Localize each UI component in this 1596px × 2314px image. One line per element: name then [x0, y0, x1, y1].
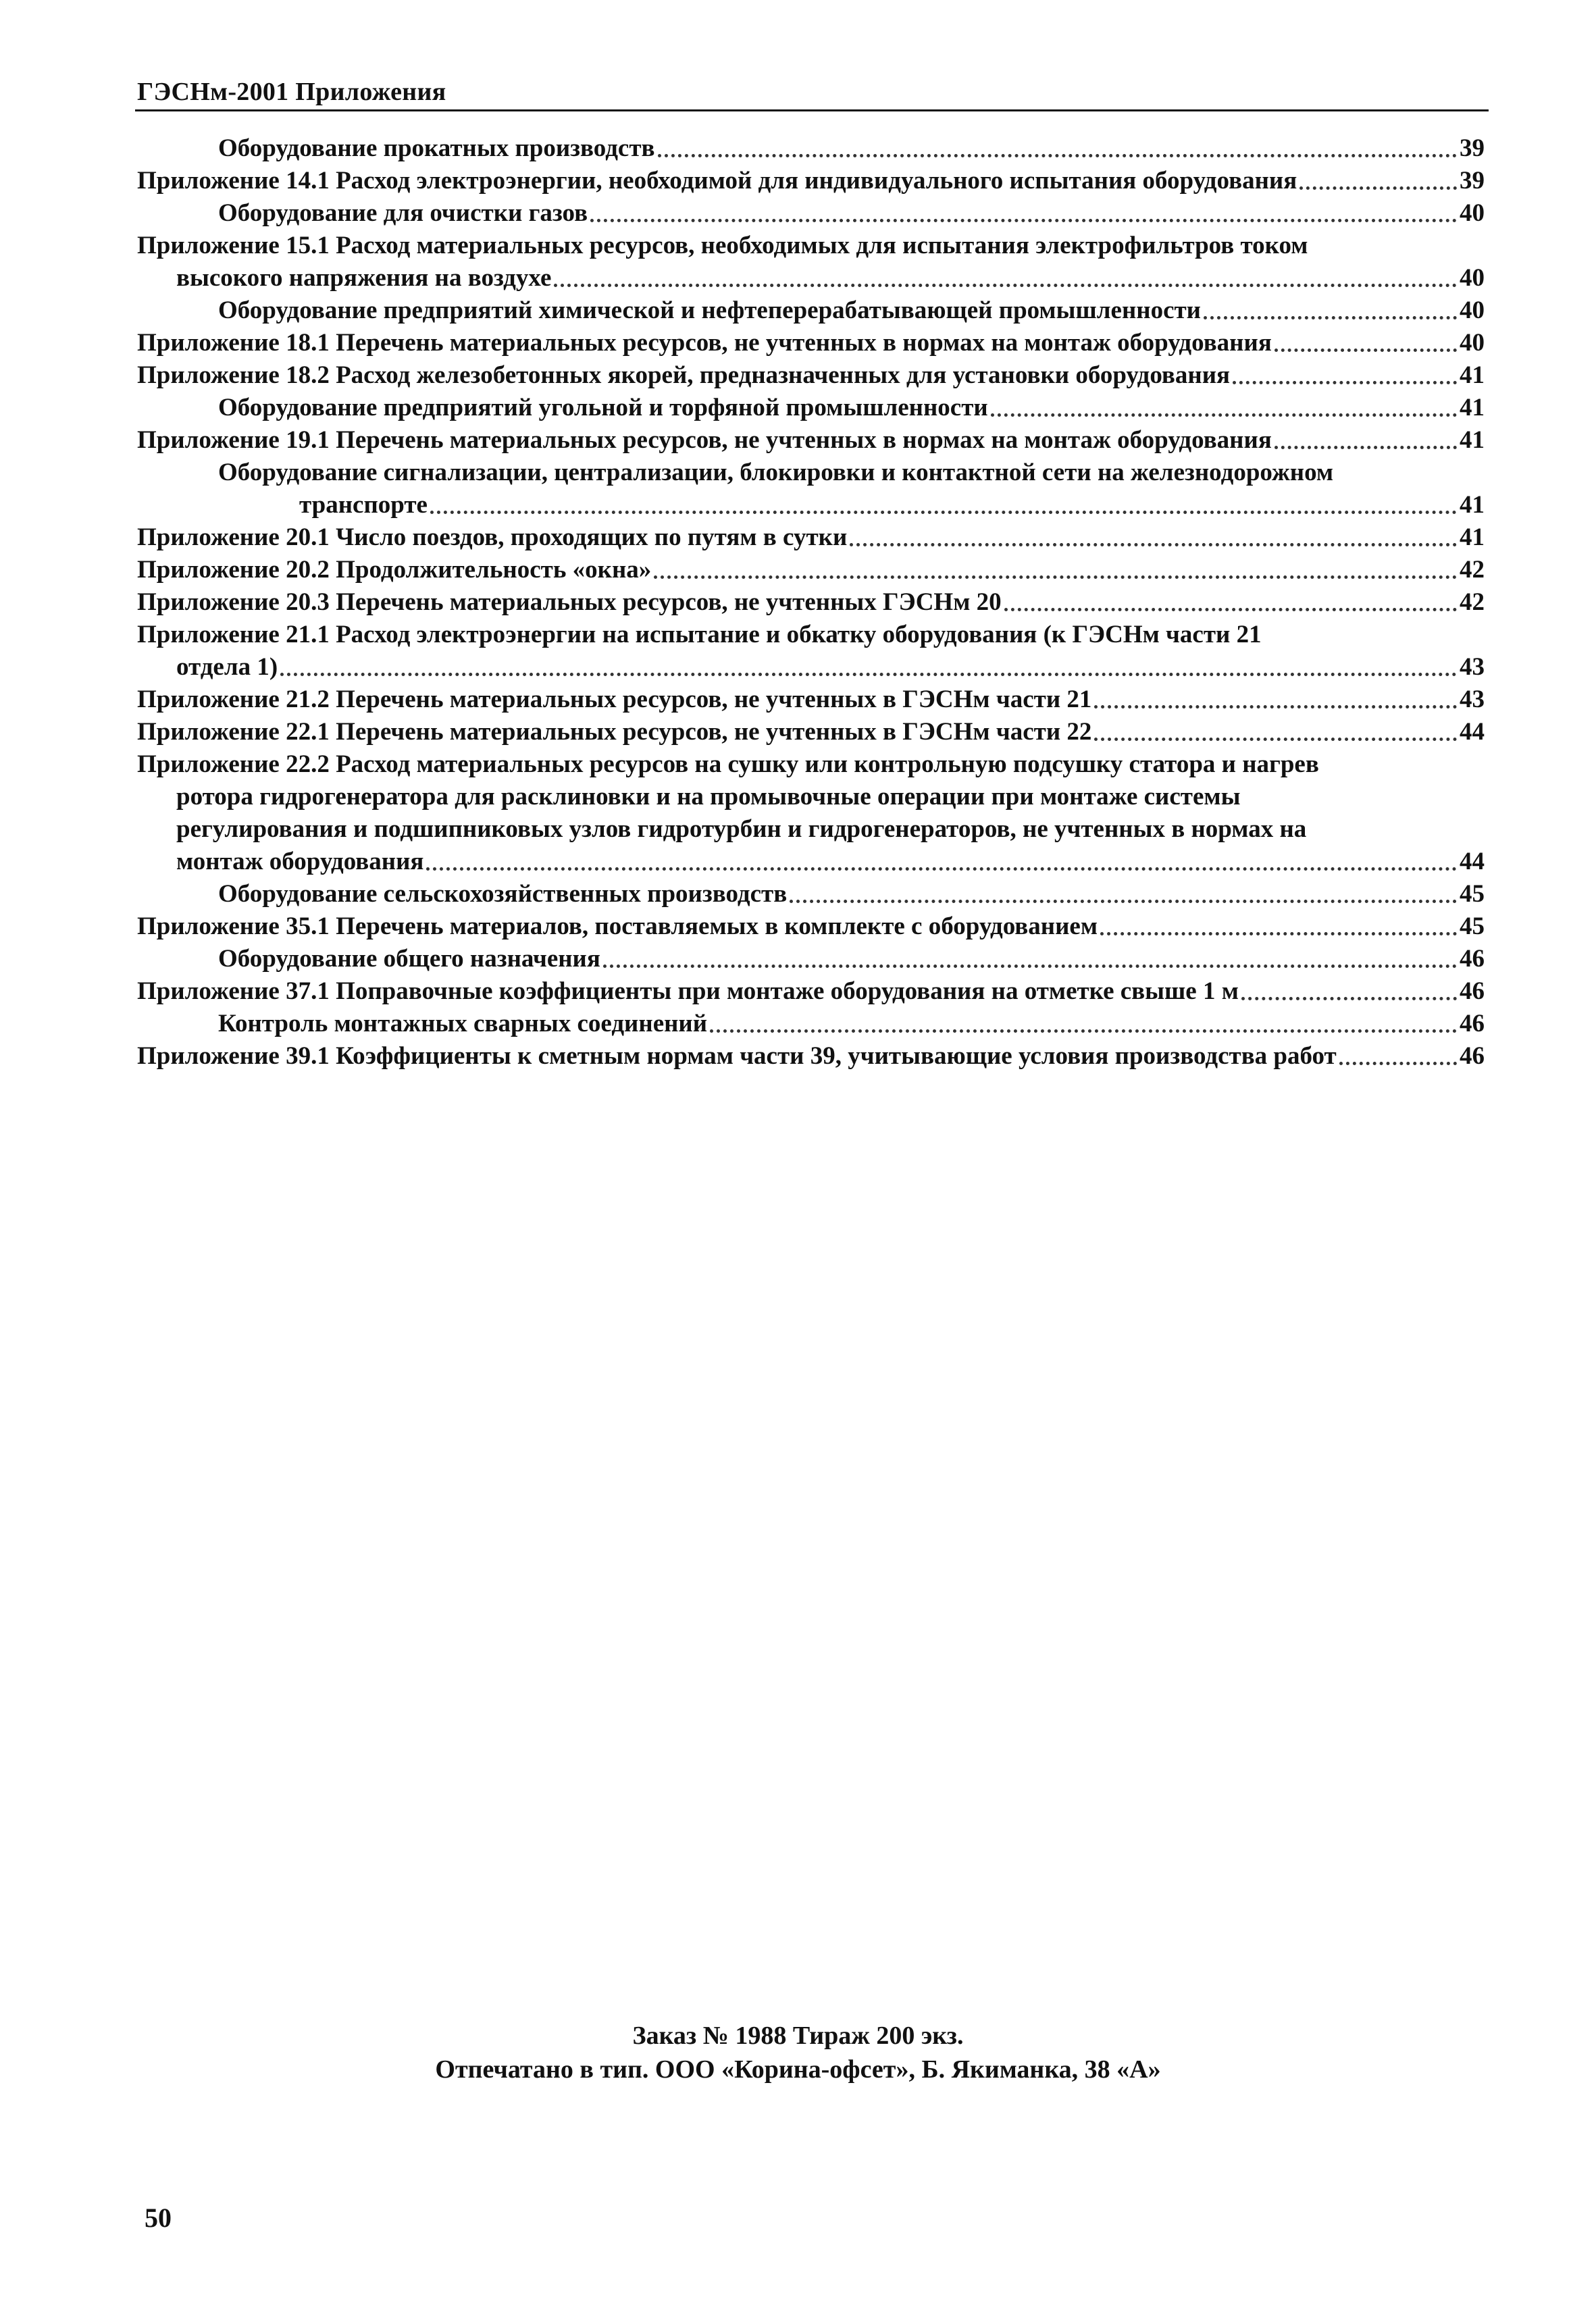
toc-page: 39 — [1460, 134, 1485, 162]
dot-leader — [850, 536, 1457, 546]
toc-page: 40 — [1460, 199, 1485, 227]
toc-page: 46 — [1460, 1010, 1485, 1037]
toc-page: 46 — [1460, 1042, 1485, 1070]
toc-entry[interactable]: Приложение 22.2 Расход материальных ресурсов на сушку или контрольную подсушку статора и нагрев ротора гидрогенератора для расклиновки и на промывочные операции при монтаже системы регулирования и подшипниковых узлов гидротурбин и гидрогенераторов, не учтенных в нормах на монтаж оборудования 44 — [137, 748, 1485, 878]
dot-leader — [1299, 180, 1457, 190]
dot-leader — [1275, 439, 1457, 449]
toc-page: 40 — [1460, 297, 1485, 324]
dot-leader — [1339, 1055, 1457, 1065]
dot-leader — [1100, 925, 1457, 935]
table-of-contents — [137, 132, 1485, 1073]
dot-leader — [1241, 990, 1457, 1000]
toc-line: регулирования и подшипниковых узлов гидротурбин и гидрогенераторов, не учтенных в нормах на — [176, 815, 1307, 843]
toc-page: 42 — [1460, 588, 1485, 616]
dot-leader — [426, 860, 1457, 871]
toc-page: 43 — [1460, 686, 1485, 713]
toc-entry[interactable]: Приложение 14.1 Расход электроэнергии, необходимой для индивидуального испытания оборудования 39 — [137, 165, 1485, 197]
header-rule — [135, 109, 1489, 111]
toc-line: Оборудование сигнализации, централизации, блокировки и контактной сети на железнодорожном — [218, 459, 1334, 486]
toc-page: 41 — [1460, 426, 1485, 454]
toc-line: ротора гидрогенератора для расклиновки и на промывочные операции при монтаже системы — [176, 783, 1241, 811]
dot-leader — [1094, 698, 1457, 709]
toc-entry[interactable]: Приложение 35.1 Перечень материалов, поставляемых в комплекте с оборудованием 45 — [137, 910, 1485, 943]
toc-entry[interactable]: Приложение 20.2 Продолжительность «окна» 42 — [137, 554, 1485, 586]
toc-page: 44 — [1460, 718, 1485, 746]
dot-leader — [603, 958, 1457, 968]
order-imprint: Заказ № 1988 Тираж 200 экз. — [632, 2022, 964, 2050]
dot-leader — [1233, 374, 1457, 384]
toc-entry[interactable]: Приложение 22.1 Перечень материальных ресурсов, не учтенных в ГЭСНм части 22 44 — [137, 716, 1485, 748]
toc-page: 45 — [1460, 880, 1485, 908]
toc-entry[interactable]: Оборудование прокатных производств 39 — [137, 132, 1485, 165]
toc-page: 41 — [1460, 394, 1485, 421]
dot-leader — [658, 147, 1457, 157]
toc-page: 39 — [1460, 167, 1485, 195]
toc-entry[interactable]: Приложение 20.3 Перечень материальных ресурсов, не учтенных ГЭСНм 20 42 — [137, 586, 1485, 619]
toc-entry[interactable]: Оборудование сельскохозяйственных производств 45 — [137, 878, 1485, 910]
toc-entry[interactable]: Оборудование сигнализации, централизации, блокировки и контактной сети на железнодорожном транспорте 41 — [137, 457, 1485, 521]
toc-entry[interactable]: Оборудование предприятий химической и нефтеперерабатывающей промышленности 40 — [137, 294, 1485, 327]
toc-entry[interactable]: Приложение 21.2 Перечень материальных ресурсов, не учтенных в ГЭСНм части 21 43 — [137, 684, 1485, 716]
printer-imprint: Отпечатано в тип. ООО «Корина-офсет», Б. Якиманка, 38 «А» — [435, 2055, 1161, 2084]
dot-leader — [280, 666, 1457, 676]
toc-line: Приложение 15.1 Расход материальных ресурсов, необходимых для испытания электрофильтров током — [137, 232, 1308, 259]
toc-page: 42 — [1460, 556, 1485, 584]
toc-entry[interactable]: Приложение 18.1 Перечень материальных ресурсов, не учтенных в нормах на монтаж оборудования 40 — [137, 327, 1485, 359]
running-title: ГЭСНм-2001 Приложения — [137, 78, 446, 106]
toc-entry[interactable]: Оборудование общего назначения 46 — [137, 943, 1485, 975]
toc-entry[interactable]: Приложение 18.2 Расход железобетонных якорей, предназначенных для установки оборудования 41 — [137, 359, 1485, 392]
dot-leader — [790, 893, 1457, 903]
dot-leader — [554, 277, 1457, 287]
dot-leader — [1004, 601, 1457, 611]
dot-leader — [1275, 342, 1457, 352]
toc-page: 41 — [1460, 361, 1485, 389]
toc-page: 41 — [1460, 523, 1485, 551]
toc-page: 40 — [1460, 329, 1485, 357]
toc-line: Приложение 22.2 Расход материальных ресурсов на сушку или контрольную подсушку статора и нагрев — [137, 750, 1319, 778]
dot-leader — [1094, 731, 1457, 741]
toc-entry[interactable]: Приложение 20.1 Число поездов, проходящих по путям в сутки 41 — [137, 521, 1485, 554]
toc-entry[interactable]: Контроль монтажных сварных соединений 46 — [137, 1008, 1485, 1040]
dot-leader — [430, 504, 1457, 514]
dot-leader — [710, 1023, 1457, 1033]
toc-entry[interactable]: Приложение 37.1 Поправочные коэффициенты при монтаже оборудования на отметке свыше 1 м 46 — [137, 975, 1485, 1008]
toc-page: 41 — [1460, 491, 1485, 519]
toc-page: 45 — [1460, 912, 1485, 940]
toc-entry[interactable]: Оборудование предприятий угольной и торфяной промышленности 41 — [137, 392, 1485, 424]
dot-leader — [991, 407, 1457, 417]
toc-entry[interactable]: Приложение 39.1 Коэффициенты к сметным нормам части 39, учитывающие условия производства работ 46 — [137, 1040, 1485, 1073]
dot-leader — [654, 569, 1457, 579]
toc-line: Приложение 21.1 Расход электроэнергии на испытание и обкатку оборудования (к ГЭСНм части 21 — [137, 621, 1262, 648]
toc-page: 40 — [1460, 264, 1485, 292]
page-number: 50 — [145, 2203, 172, 2233]
toc-page: 44 — [1460, 848, 1485, 875]
toc-page: 43 — [1460, 653, 1485, 681]
toc-entry[interactable]: Приложение 19.1 Перечень материальных ресурсов, не учтенных в нормах на монтаж оборудования 41 — [137, 424, 1485, 457]
dot-leader — [1204, 309, 1457, 319]
toc-entry[interactable]: Приложение 21.1 Расход электроэнергии на испытание и обкатку оборудования (к ГЭСНм части 21 отдела 1) 43 — [137, 619, 1485, 684]
toc-page: 46 — [1460, 977, 1485, 1005]
toc-page: 46 — [1460, 945, 1485, 973]
toc-entry[interactable]: Приложение 15.1 Расход материальных ресурсов, необходимых для испытания электрофильтров током высокого напряжения на воздухе 40 — [137, 230, 1485, 294]
dot-leader — [590, 212, 1457, 222]
toc-entry[interactable]: Оборудование для очистки газов 40 — [137, 197, 1485, 230]
